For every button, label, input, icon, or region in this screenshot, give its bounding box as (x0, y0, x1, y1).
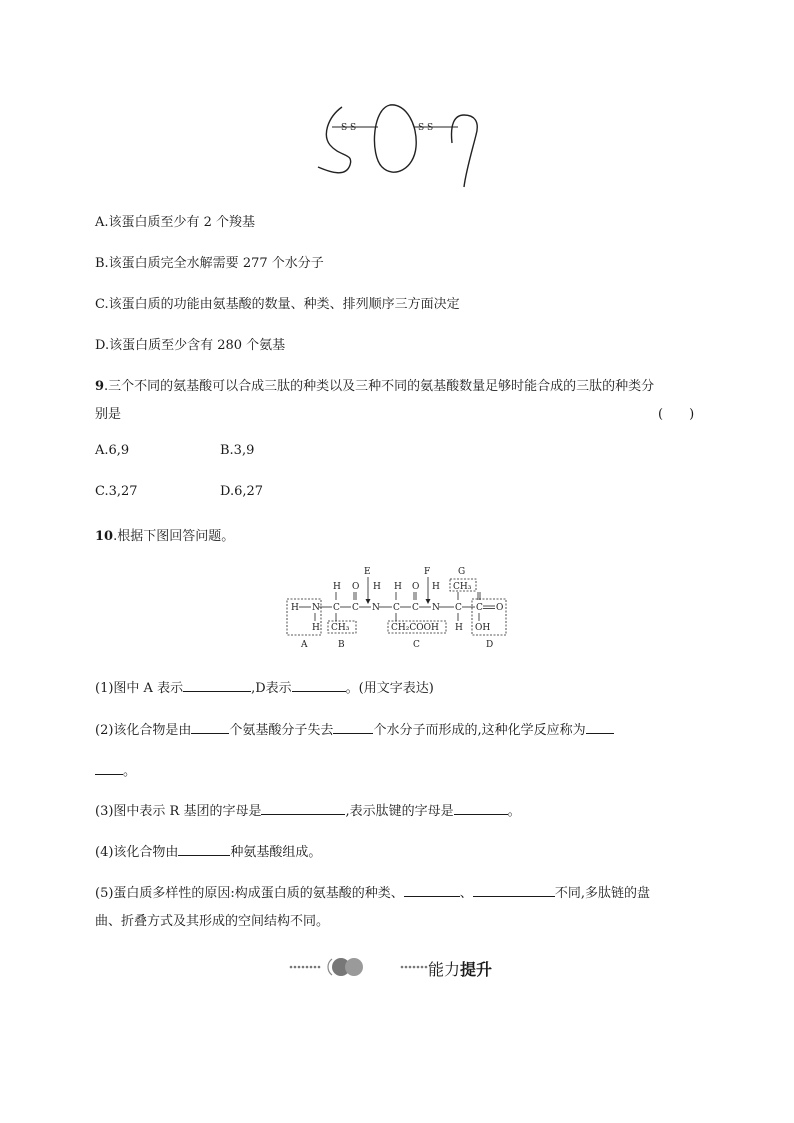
answer-blank[interactable] (404, 884, 460, 897)
answer-blank[interactable] (183, 679, 251, 692)
chain-segment-2 (374, 105, 416, 172)
q8-option-d: D.该蛋白质至少含有 280 个氨基 (95, 338, 286, 353)
atom-c: C (455, 603, 462, 613)
q9-answer-paren: ( ) (658, 407, 695, 422)
q10-sub1: (1)图中 A 表示 ,D表示 。(用文字表达) (95, 681, 434, 696)
q10-sub2-cont: 。 (95, 760, 136, 779)
answer-blank[interactable] (292, 679, 346, 692)
atom-o: O (412, 582, 420, 592)
atom-o: O (496, 603, 504, 613)
atom-c: C (412, 603, 419, 613)
label-c: C (413, 640, 420, 650)
q10-sub4: (4)该化合物由 种氨基酸组成。 (95, 845, 322, 860)
disulfide-bond-2: S S (418, 123, 434, 133)
answer-blank[interactable] (191, 721, 229, 734)
label-e: E (364, 567, 371, 577)
q9-stem (95, 375, 654, 394)
q10-sub5-line2: 曲、折叠方式及其形成的空间结构不同。 (95, 914, 330, 929)
tripeptide-structure (284, 563, 512, 653)
answer-blank[interactable] (333, 721, 373, 734)
answer-blank[interactable] (586, 721, 614, 734)
q9-option-b: B.3,9 (220, 443, 255, 458)
atom-h: H (312, 623, 320, 633)
answer-blank[interactable] (95, 762, 123, 775)
atom-c: C (352, 603, 359, 613)
q9-option-d: D.6,27 (220, 484, 264, 499)
answer-blank[interactable] (261, 802, 345, 815)
q10-sub3: (3)图中表示 R 基团的字母是 ,表示肽键的字母是 。 (95, 804, 521, 819)
disulfide-bond-1: S S (341, 123, 357, 133)
label-b: B (338, 640, 345, 650)
double-circle-icon (328, 958, 363, 976)
chain-segment-1 (318, 107, 351, 173)
q8-option-c: C.该蛋白质的功能由氨基酸的数量、种类、排列顺序三方面决定 (95, 297, 460, 312)
atom-n: N (312, 603, 320, 613)
label-f: F (424, 567, 431, 577)
atom-h: H (333, 582, 341, 592)
group-ch3: CH₃ (453, 582, 472, 592)
atom-n: N (432, 603, 440, 613)
atom-h: H (394, 582, 402, 592)
atom-h: H (432, 582, 440, 592)
atom-h: H (291, 603, 299, 613)
dots-left-icon (290, 966, 321, 969)
answer-blank[interactable] (454, 802, 508, 815)
q9-stem-line2: 别是 (95, 407, 122, 422)
atom-n: N (372, 603, 380, 613)
q9-number: 9 (95, 379, 105, 394)
dots-right-icon (401, 966, 428, 969)
q9-option-c: C.3,27 (95, 484, 138, 499)
atom-c: C (333, 603, 340, 613)
label-a: A (301, 640, 308, 650)
group-ch3: CH₃ (331, 623, 350, 633)
q10-sub2: (2)该化合物是由 个氨基酸分子失去 个水分子而形成的,这种化学反应称为 (95, 719, 614, 738)
atom-c: C (393, 603, 400, 613)
section-title: 能力提升 (428, 960, 493, 979)
atom-h: H (373, 582, 381, 592)
label-g: G (458, 567, 466, 577)
chain-segment-3 (452, 115, 478, 187)
answer-blank[interactable] (473, 884, 555, 897)
q8-option-b: B.该蛋白质完全水解需要 277 个水分子 (95, 256, 324, 271)
atom-h: H (455, 623, 463, 633)
q9-option-a: A.6,9 (95, 443, 130, 458)
q10-sub5: (5)蛋白质多样性的原因:构成蛋白质的氨基酸的种类、 、 不同,多肽链的盘 (95, 886, 650, 901)
q8-option-a: A.该蛋白质至少有 2 个羧基 (95, 215, 256, 230)
q9-stem-line1: .三个不同的氨基酸可以合成三肽的种类以及三种不同的氨基酸数量足够时能合成的三肽的种类分 (104, 379, 655, 394)
atom-c: C (476, 603, 483, 613)
q10-number: 10 (95, 529, 114, 544)
q10-stem-text: .根据下图回答问题。 (113, 529, 235, 544)
atom-o: O (352, 582, 360, 592)
protein-diagram (310, 95, 490, 195)
group-oh: OH (475, 623, 491, 633)
answer-blank[interactable] (178, 843, 230, 856)
q10-stem (95, 525, 234, 544)
group-ch2cooh: CH₂COOH (391, 623, 439, 633)
label-d: D (486, 640, 494, 650)
section-banner-ornament (288, 955, 428, 979)
